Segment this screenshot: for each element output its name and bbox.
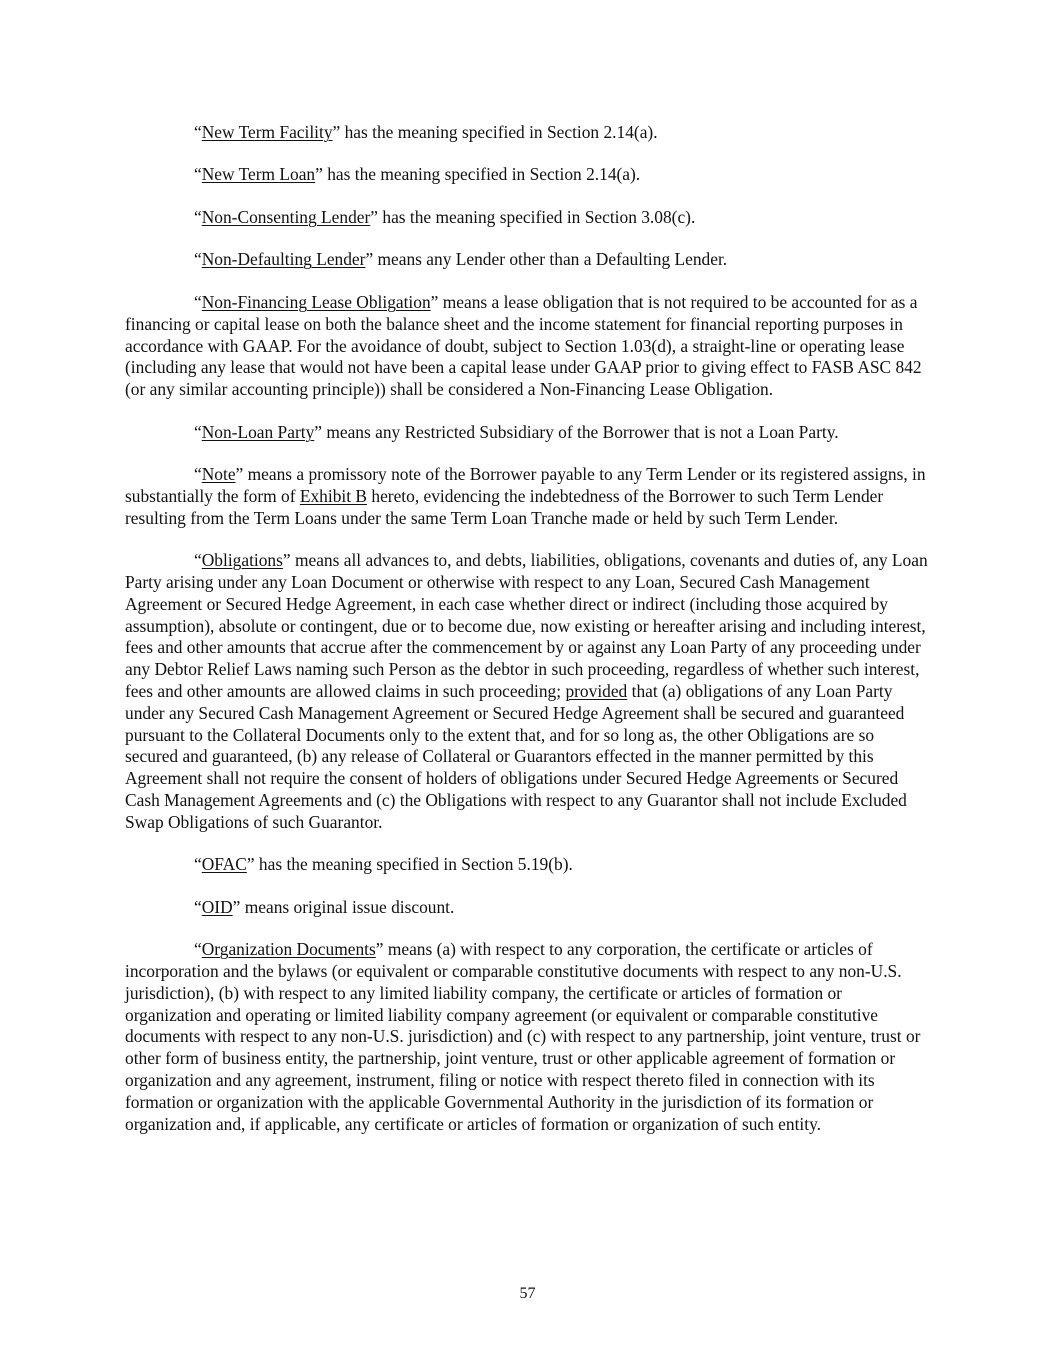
definition-text: has the meaning specified in Section 3.08(c). [382, 206, 696, 227]
definition-text: hereto, evidencing the indebtedness of the Borrower to such Term Lender resulting from the Term Loans under the same Term Loan Tranche made or held by such Term Lender. [125, 485, 884, 528]
defined-term: Organization Documents [201, 939, 376, 960]
defined-term: Non-Financing Lease Obligation [201, 291, 431, 312]
definition-text: means any Lender other than a Defaulting Lender. [377, 249, 728, 270]
defined-term: Non-Loan Party [201, 421, 315, 442]
definition-text: has the meaning specified in Section 2.14(a). [327, 164, 641, 185]
definition-paragraph: “Non-Loan Party” means any Restricted Subsidiary of the Borrower that is not a Loan Party. [194, 421, 839, 442]
definition-paragraph: “Non-Consenting Lender” has the meaning specified in Section 3.08(c). [194, 206, 696, 227]
definition-paragraph: “OID” means original issue discount. [194, 896, 455, 917]
definition-text: means a lease obligation that is not required to be accounted for as a financing or capital lease on both the balance sheet and the income statement for financial reporting purposes in accordance with GAAP. For the avoidance of doubt, subject to Section 1.03(d), a straight-line or operating lease (including any lease that would not have been a capital lease under GAAP prior to giving effect to FASB ASC 842 (or any similar accounting principle)) shall be considered a Non-Financing Lease Obligation. [125, 291, 922, 400]
definition-paragraph: “New Term Loan” has the meaning specified in Section 2.14(a). [194, 164, 641, 185]
definition-paragraph: “OFAC” has the meaning specified in Section 5.19(b). [194, 854, 573, 875]
defined-term: New Term Facility [201, 122, 333, 142]
definition-text: means original issue discount. [244, 896, 455, 917]
document-page [125, 122, 930, 1156]
defined-term: New Term Loan [201, 164, 316, 185]
proviso-term: provided [565, 680, 628, 701]
definition-text: means a promissory note of the Borrower payable to any Term Lender or its registered assigns, in substantially the form of [125, 464, 926, 506]
definition-text: means (a) with respect to any corporation, the certificate or articles of incorporation and the bylaws (or equivalent or comparable constitutive documents with respect to any non-U.S. jurisdiction), (b) with respect to any limited liability company, the certificate or articles of formation or organization and operating or limited liability company agreement (or equivalent or comparable constitutive documents with respect to any non-U.S. jurisdiction) and (c) with respect to any partnership, joint venture, trust or other form of business entity, the partnership, joint venture, trust or other applicable agreement of formation or organization and any agreement, instrument, filing or notice with respect thereto filed in connection with its formation or organization with the applicable Governmental Authority in the jurisdiction of its formation or organization and, if applicable, any certificate or articles of formation or organization of such entity. [125, 939, 921, 1134]
defined-term: OFAC [201, 854, 247, 875]
definition-paragraph: “Non-Defaulting Lender” means any Lender other than a Defaulting Lender. [194, 249, 728, 270]
defined-term: Note [201, 464, 236, 485]
definition-text: means any Restricted Subsidiary of the Borrower that is not a Loan Party. [326, 421, 839, 442]
defined-term: Non-Consenting Lender [201, 206, 371, 227]
definition-paragraph: “Obligations” means all advances to, and debts, liabilities, obligations, covenants and duties of, any Loan Party arising under any Loan Document or otherwise with respect to any Loan, Secured Cash Management Agreement or Secured Hedge Agreement, in each case whether direct or indirect (including those acquired by assumption), absolute or contingent, due or to become due, now existing or hereafter arising and including interest, fees and other amounts that accrue after the commencement by or against any Loan Party of any proceeding under any Debtor Relief Laws naming such Person as the debtor in such proceeding, regardless of whether such interest, fees and other amounts are allowed claims in such proceeding; provided that (a) obligations of any Loan Party under any Secured Cash Management Agreement or Secured Hedge Agreement shall be secured and guaranteed pursuant to the Collateral Documents only to the extent that, and for so long as, the other Obligations are so secured and guaranteed, (b) any release of Collateral or Guarantors effected in the manner permitted by this Agreement shall not require the consent of holders of obligations under Secured Hedge Agreements or Secured Cash Management Agreements and (c) the Obligations with respect to any Guarantor shall not include Excluded Swap Obligations of such Guarantor. [125, 550, 928, 832]
definition-text: has the meaning specified in Section 2.14(a). [344, 122, 658, 142]
page-number: 57 [519, 1285, 536, 1302]
defined-term: OID [201, 896, 233, 917]
definition-paragraph: “Note” means a promissory note of the Borrower payable to any Term Lender or its registered assigns, in substantially the form of Exhibit B hereto, evidencing the indebtedness of the Borrower to such Term Lender resulting from the Term Loans under the same Term Loan Tranche made or held by such Term Lender. [125, 464, 926, 528]
definition-paragraph: “New Term Facility” has the meaning specified in Section 2.14(a). [194, 122, 658, 142]
defined-term: Non-Defaulting Lender [201, 249, 366, 270]
definition-paragraph: “Non-Financing Lease Obligation” means a lease obligation that is not required to be accounted for as a financing or capital lease on both the balance sheet and the income statement for financial reporting purposes in accordance with GAAP. For the avoidance of doubt, subject to Section 1.03(d), a straight-line or operating lease (including any lease that would not have been a capital lease under GAAP prior to giving effect to FASB ASC 842 (or any similar accounting principle)) shall be considered a Non-Financing Lease Obligation. [125, 291, 922, 400]
definition-text: that (a) obligations of any Loan Party under any Secured Cash Management Agreement or Secured Hedge Agreement shall be secured and guaranteed pursuant to the Collateral Documents only to the extent that, and for so long as, the other Obligations are so secured and guaranteed, (b) any release of Collateral or Guarantors effected in the manner permitted by this Agreement shall not require the consent of holders of obligations under Secured Hedge Agreements or Secured Cash Management Agreements and (c) the Obligations with respect to any Guarantor shall not include Excluded Swap Obligations of such Guarantor. [125, 680, 907, 832]
definition-text: means all advances to, and debts, liabilities, obligations, covenants and duties of, any Loan Party arising under any Loan Document or otherwise with respect to any Loan, Secured Cash Management Agreement or Secured Hedge Agreement, in each case whether direct or indirect (including those acquired by assumption), absolute or contingent, due or to become due, now existing or hereafter arising and including interest, fees and other amounts that accrue after the commencement by or against any Loan Party of any proceeding under any Debtor Relief Laws naming such Person as the debtor in such proceeding, regardless of whether such interest, fees and other amounts are allowed claims in such proceeding; [125, 550, 928, 701]
exhibit-reference: Exhibit B [299, 485, 368, 506]
definition-paragraph: “Organization Documents” means (a) with respect to any corporation, the certificate or articles of incorporation and the bylaws (or equivalent or comparable constitutive documents with respect to any non-U.S. jurisdiction), (b) with respect to any limited liability company, the certificate or articles of formation or organization and operating or limited liability company agreement (or equivalent or comparable constitutive documents with respect to any non-U.S. jurisdiction) and (c) with respect to any partnership, joint venture, trust or other form of business entity, the partnership, joint venture, trust or other applicable agreement of formation or organization and any agreement, instrument, filing or notice with respect thereto filed in connection with its formation or organization with the applicable Governmental Authority in the jurisdiction of its formation or organization and, if applicable, any certificate or articles of formation or organization of such entity. [125, 939, 921, 1134]
defined-term: Obligations [201, 550, 283, 571]
definition-text: has the meaning specified in Section 5.19(b). [258, 854, 573, 875]
